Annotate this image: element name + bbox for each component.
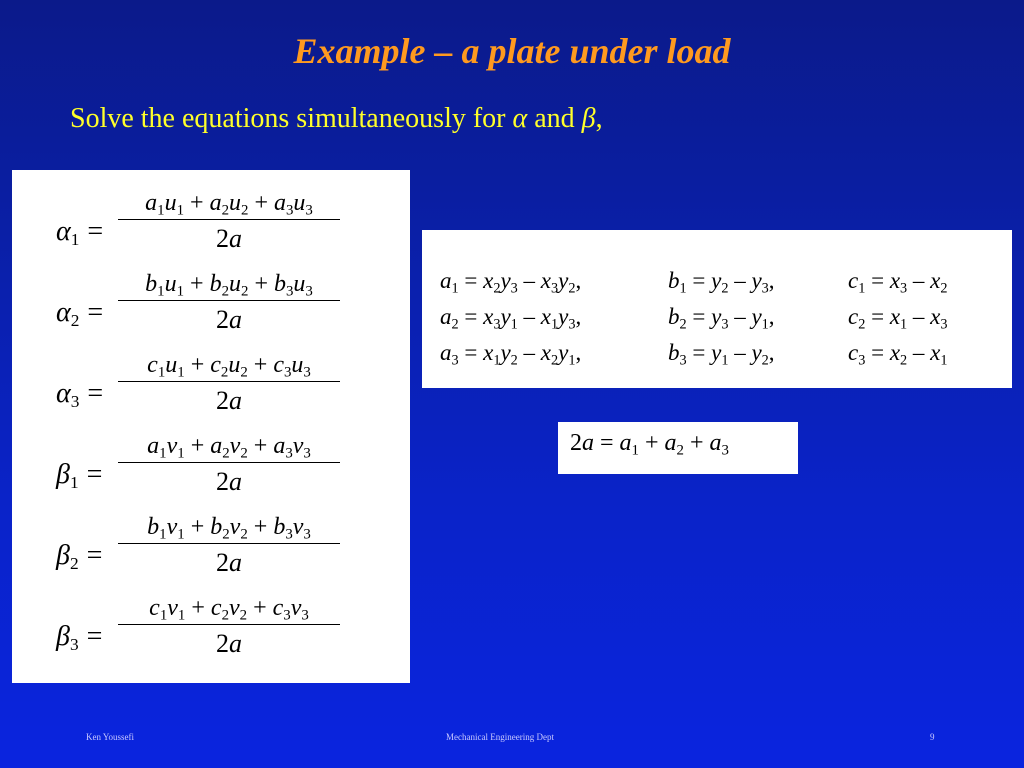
definition-lhs: $b_2$: [668, 304, 687, 333]
minus-sign: –: [907, 268, 931, 293]
minus-sign: –: [728, 340, 752, 365]
definition-lhs: $c_3$: [848, 340, 866, 369]
math-term: $y_2$: [711, 268, 729, 297]
plus-sign: +: [638, 430, 665, 456]
plus-sign: +: [184, 271, 210, 297]
subscript: 3: [858, 352, 866, 369]
math-term: $x_2$: [540, 340, 559, 369]
subscript: 3: [761, 280, 769, 297]
displacement-term: $v_1$: [166, 433, 185, 462]
displacement-term: $u_1$: [165, 352, 185, 381]
equation-beta-2: [56, 514, 386, 592]
subscript: 2: [679, 316, 687, 333]
equation-symbol-subscript: 3: [69, 635, 79, 655]
denominator-variable: a: [229, 548, 242, 577]
equation-symbol: β: [56, 459, 70, 490]
plus-sign: +: [247, 433, 274, 459]
plus-sign: +: [248, 271, 274, 297]
plus-sign: +: [184, 433, 211, 459]
subtitle-end: ,: [595, 103, 603, 134]
subscript: 2: [940, 280, 948, 297]
minus-sign: –: [728, 304, 752, 329]
definition-lhs: $b_3$: [668, 340, 687, 369]
subscript: 2: [222, 526, 230, 543]
displacement-term: $v_2$: [229, 514, 248, 543]
interpolation-equations-panel: [12, 170, 410, 683]
subscript: 1: [510, 316, 518, 333]
equation-lhs: [56, 540, 102, 572]
displacement-term: $u_2$: [229, 190, 249, 219]
subscript: 3: [283, 364, 292, 381]
definition-b: [668, 304, 775, 333]
fraction: [118, 433, 340, 497]
subscript: 1: [177, 607, 186, 624]
displacement-term: $v_2$: [229, 433, 248, 462]
definition-b: [668, 340, 775, 369]
footer-author: Ken Youssefi: [86, 732, 135, 742]
subscript: 3: [940, 316, 948, 333]
subscript: 3: [451, 352, 459, 369]
subscript: 3: [303, 364, 311, 381]
fraction-numerator: [118, 190, 340, 220]
area-term: $a_2$: [664, 430, 684, 459]
subtitle-alpha: α: [512, 103, 528, 134]
plus-sign: +: [247, 352, 274, 378]
displacement-term: $v_3$: [292, 514, 311, 543]
subscript: 1: [177, 364, 185, 381]
subscript: 1: [761, 316, 769, 333]
subscript: 3: [721, 316, 729, 333]
subscript: 2: [221, 283, 229, 300]
coefficient-term: $a_3$: [273, 190, 294, 219]
subscript: 3: [721, 442, 729, 459]
coefficient-definitions-panel: [422, 230, 1012, 388]
comma: ,: [768, 340, 775, 365]
equation-symbol: α: [56, 216, 71, 247]
equation-lhs: [56, 378, 103, 410]
equation-symbol-subscript: 3: [70, 392, 80, 412]
displacement-term: $u_1$: [164, 271, 185, 300]
subscript: 1: [177, 526, 185, 543]
coefficient-term: $c_1$: [149, 595, 168, 624]
displacement-term: $u_3$: [293, 190, 313, 219]
subtitle-and: and: [527, 103, 582, 134]
subscript: 3: [305, 202, 313, 219]
equation-alpha-2: [56, 271, 386, 349]
displacement-term: $v_2$: [229, 595, 248, 624]
comma: ,: [575, 268, 582, 293]
fraction: [118, 352, 340, 416]
subscript: 3: [493, 316, 501, 333]
equation-lhs: [56, 621, 102, 653]
fraction-denominator: 2a: [216, 548, 242, 577]
denominator-variable: a: [229, 467, 242, 496]
math-term: $x_3$: [540, 268, 559, 297]
equals-sign: =: [87, 216, 104, 247]
displacement-term: $v_3$: [290, 595, 309, 624]
subscript: 2: [761, 352, 769, 369]
math-term: $y_2$: [751, 340, 769, 369]
fraction-numerator: [118, 271, 340, 301]
fraction: [118, 514, 340, 578]
subscript: 1: [858, 280, 866, 297]
math-term: $y_3$: [711, 304, 729, 333]
equation-symbol: α: [56, 297, 71, 328]
definition-c: [848, 340, 948, 369]
equation-alpha-3: [56, 352, 386, 430]
plus-sign: +: [248, 190, 274, 216]
subscript: 3: [303, 526, 311, 543]
subscript: 2: [493, 280, 501, 297]
coefficient-term: $b_1$: [145, 271, 165, 300]
coefficient-term: $c_3$: [273, 352, 292, 381]
minus-sign: –: [517, 268, 541, 293]
subscript: 3: [679, 352, 687, 369]
subscript: 3: [301, 607, 309, 624]
displacement-term: $v_1$: [166, 514, 185, 543]
slide-title: Example – a plate under load: [293, 31, 731, 71]
math-term: $y_1$: [711, 340, 729, 369]
displacement-term: $u_1$: [164, 190, 185, 219]
coefficient-term: $b_2$: [210, 514, 230, 543]
fraction-numerator: [118, 514, 340, 544]
equation-symbol: β: [56, 540, 70, 571]
subscript: 2: [220, 364, 229, 381]
math-term: $y_3$: [751, 268, 769, 297]
math-term: $x_1$: [889, 304, 908, 333]
definition-lhs: $a_1$: [440, 268, 459, 297]
coefficient-term: $b_2$: [209, 271, 229, 300]
subscript: 2: [221, 202, 229, 219]
subscript: 2: [858, 316, 866, 333]
math-term: $x_2$: [889, 340, 908, 369]
coefficient-term: $c_2$: [210, 595, 229, 624]
footer-department: Mechanical Engineering Dept: [446, 732, 554, 742]
plus-sign: +: [683, 430, 710, 456]
subscript: 1: [451, 280, 459, 297]
math-term: $x_1$: [483, 340, 501, 369]
subscript: 2: [568, 280, 576, 297]
area-term: $a_3$: [709, 430, 729, 459]
subscript: 2: [222, 445, 230, 462]
subtitle: [70, 103, 603, 135]
area-equation: $2a = a_1 + a_2 + a_3$: [570, 430, 729, 459]
equation-symbol-subscript: 2: [69, 554, 79, 574]
equals-sign: =: [86, 459, 103, 490]
subscript: 3: [303, 445, 311, 462]
definition-a: [440, 304, 582, 333]
area-variable: a: [582, 430, 594, 456]
math-term: $y_2$: [500, 340, 518, 369]
subtitle-text: Solve the equations simultaneously for: [70, 103, 513, 134]
equation-alpha-1: [56, 190, 386, 268]
definition-lhs: $c_2$: [848, 304, 866, 333]
subscript: 2: [900, 352, 908, 369]
subscript: 3: [283, 607, 291, 624]
denominator-variable: a: [229, 224, 242, 253]
coefficient-term: $c_3$: [272, 595, 291, 624]
equation-lhs: [56, 459, 102, 491]
subscript: 1: [177, 445, 185, 462]
subscript: 2: [241, 202, 249, 219]
subscript: 1: [493, 352, 501, 369]
fraction-numerator: [118, 595, 340, 625]
denominator-variable: a: [229, 305, 242, 334]
minus-sign: –: [907, 340, 931, 365]
plus-sign: +: [184, 352, 211, 378]
minus-sign: –: [728, 268, 752, 293]
math-term: $y_1$: [558, 340, 576, 369]
subscript: 1: [176, 202, 185, 219]
fraction-denominator: 2a: [216, 386, 242, 415]
subscript: 2: [240, 526, 248, 543]
fraction-denominator: 2a: [216, 224, 242, 253]
subscript: 3: [285, 445, 293, 462]
equals-sign: =: [686, 340, 712, 365]
definition-c: [848, 268, 948, 297]
coefficient-term: $a_2$: [210, 433, 230, 462]
definition-c: [848, 304, 948, 333]
displacement-term: $u_2$: [228, 352, 248, 381]
area-term: $a_1$: [619, 430, 639, 459]
fraction-denominator: 2a: [216, 629, 242, 658]
math-term: $x_2$: [930, 268, 948, 297]
subscript: 2: [451, 316, 459, 333]
definition-lhs: $a_2$: [440, 304, 459, 333]
subscript: 1: [157, 364, 166, 381]
denominator-variable: a: [229, 386, 242, 415]
subscript: 3: [568, 316, 576, 333]
subscript: 3: [305, 283, 313, 300]
subscript: 3: [551, 280, 559, 297]
equals-sign: =: [87, 297, 104, 328]
displacement-term: $u_3$: [293, 271, 313, 300]
subscript: 1: [159, 607, 168, 624]
displacement-term: $u_2$: [229, 271, 249, 300]
coefficient-term: $c_2$: [210, 352, 229, 381]
equals-sign: =: [594, 430, 620, 456]
denominator-variable: a: [229, 629, 242, 658]
equals-sign: =: [458, 304, 484, 329]
subscript: 1: [176, 283, 185, 300]
subscript: 3: [510, 280, 518, 297]
coefficient-term: $c_1$: [147, 352, 166, 381]
footer-page-number: 9: [930, 732, 935, 742]
coefficient-term: $a_1$: [145, 190, 165, 219]
minus-sign: –: [517, 340, 541, 365]
minus-sign: –: [517, 304, 541, 329]
definition-lhs: $c_1$: [848, 268, 866, 297]
math-term: $y_1$: [751, 304, 769, 333]
equals-sign: =: [686, 304, 712, 329]
minus-sign: –: [907, 304, 931, 329]
equals-sign: =: [865, 304, 890, 329]
plus-sign: +: [184, 190, 210, 216]
fraction-denominator: 2a: [216, 305, 242, 334]
subscript: 3: [285, 283, 294, 300]
subscript: 2: [240, 364, 248, 381]
comma: ,: [575, 304, 582, 329]
math-term: $x_3$: [483, 304, 501, 333]
subscript: 1: [159, 445, 167, 462]
coefficient-term: $a_2$: [209, 190, 229, 219]
fraction-numerator: [118, 352, 340, 382]
equals-sign: =: [686, 268, 712, 293]
coefficient-term: $a_3$: [273, 433, 293, 462]
equals-sign: =: [458, 268, 484, 293]
definition-lhs: $a_3$: [440, 340, 459, 369]
equals-sign: =: [865, 340, 890, 365]
subscript: 1: [940, 352, 948, 369]
subscript: 1: [900, 316, 908, 333]
subscript: 1: [157, 202, 165, 219]
definition-lhs: $b_1$: [668, 268, 687, 297]
equation-beta-3: [56, 595, 386, 673]
equation-symbol-subscript: 1: [69, 473, 79, 493]
math-term: $x_1$: [930, 340, 948, 369]
equation-symbol-subscript: 1: [70, 230, 80, 250]
equation-symbol: α: [56, 378, 71, 409]
definition-a: [440, 340, 582, 369]
plus-sign: +: [247, 514, 274, 540]
equals-sign: =: [86, 540, 103, 571]
definition-b: [668, 268, 775, 297]
subscript: 3: [285, 526, 293, 543]
plus-sign: +: [184, 514, 211, 540]
math-term: $x_2$: [483, 268, 501, 297]
equation-lhs: [56, 297, 103, 329]
coefficient-term: $b_3$: [273, 271, 294, 300]
displacement-term: $v_1$: [167, 595, 186, 624]
area-equation-panel: [558, 422, 798, 474]
math-term: $y_3$: [558, 304, 576, 333]
subtitle-beta: β: [581, 103, 596, 134]
coefficient-term: $a_1$: [147, 433, 167, 462]
definition-a: [440, 268, 582, 297]
equation-symbol: β: [56, 621, 70, 652]
fraction-denominator: 2a: [216, 467, 242, 496]
subscript: 2: [721, 280, 729, 297]
fraction: [118, 595, 340, 659]
subscript: 2: [221, 607, 229, 624]
subscript: 1: [157, 283, 165, 300]
subscript: 1: [159, 526, 167, 543]
subscript: 2: [510, 352, 518, 369]
equation-beta-1: [56, 433, 386, 511]
equals-sign: =: [458, 340, 484, 365]
subscript: 3: [285, 202, 294, 219]
plus-sign: +: [247, 595, 273, 621]
subscript: 1: [551, 316, 559, 333]
subscript: 1: [568, 352, 576, 369]
subscript: 2: [551, 352, 559, 369]
equals-sign: =: [87, 378, 104, 409]
equation-symbol-subscript: 2: [70, 311, 80, 331]
coefficient-term: $b_3$: [273, 514, 293, 543]
equals-sign: =: [865, 268, 890, 293]
subscript: 2: [240, 445, 248, 462]
math-term: $x_1$: [540, 304, 559, 333]
subscript: 1: [721, 352, 729, 369]
math-term: $y_1$: [500, 304, 518, 333]
comma: ,: [768, 268, 775, 293]
math-term: $y_3$: [500, 268, 518, 297]
equation-lhs: [56, 216, 103, 248]
fraction-numerator: [118, 433, 340, 463]
math-term: $y_2$: [558, 268, 576, 297]
comma: ,: [575, 340, 582, 365]
fraction: [118, 271, 340, 335]
subscript: 2: [239, 607, 248, 624]
subscript: 1: [679, 280, 687, 297]
subscript: 3: [900, 280, 908, 297]
comma: ,: [768, 304, 775, 329]
math-term: $x_3$: [930, 304, 948, 333]
fraction: [118, 190, 340, 254]
coefficient-term: $b_1$: [147, 514, 167, 543]
displacement-term: $u_3$: [291, 352, 311, 381]
plus-sign: +: [185, 595, 211, 621]
subscript: 1: [631, 442, 639, 459]
subscript: 2: [241, 283, 249, 300]
math-term: $x_3$: [889, 268, 908, 297]
equals-sign: =: [86, 621, 103, 652]
subscript: 2: [676, 442, 684, 459]
displacement-term: $v_3$: [292, 433, 311, 462]
